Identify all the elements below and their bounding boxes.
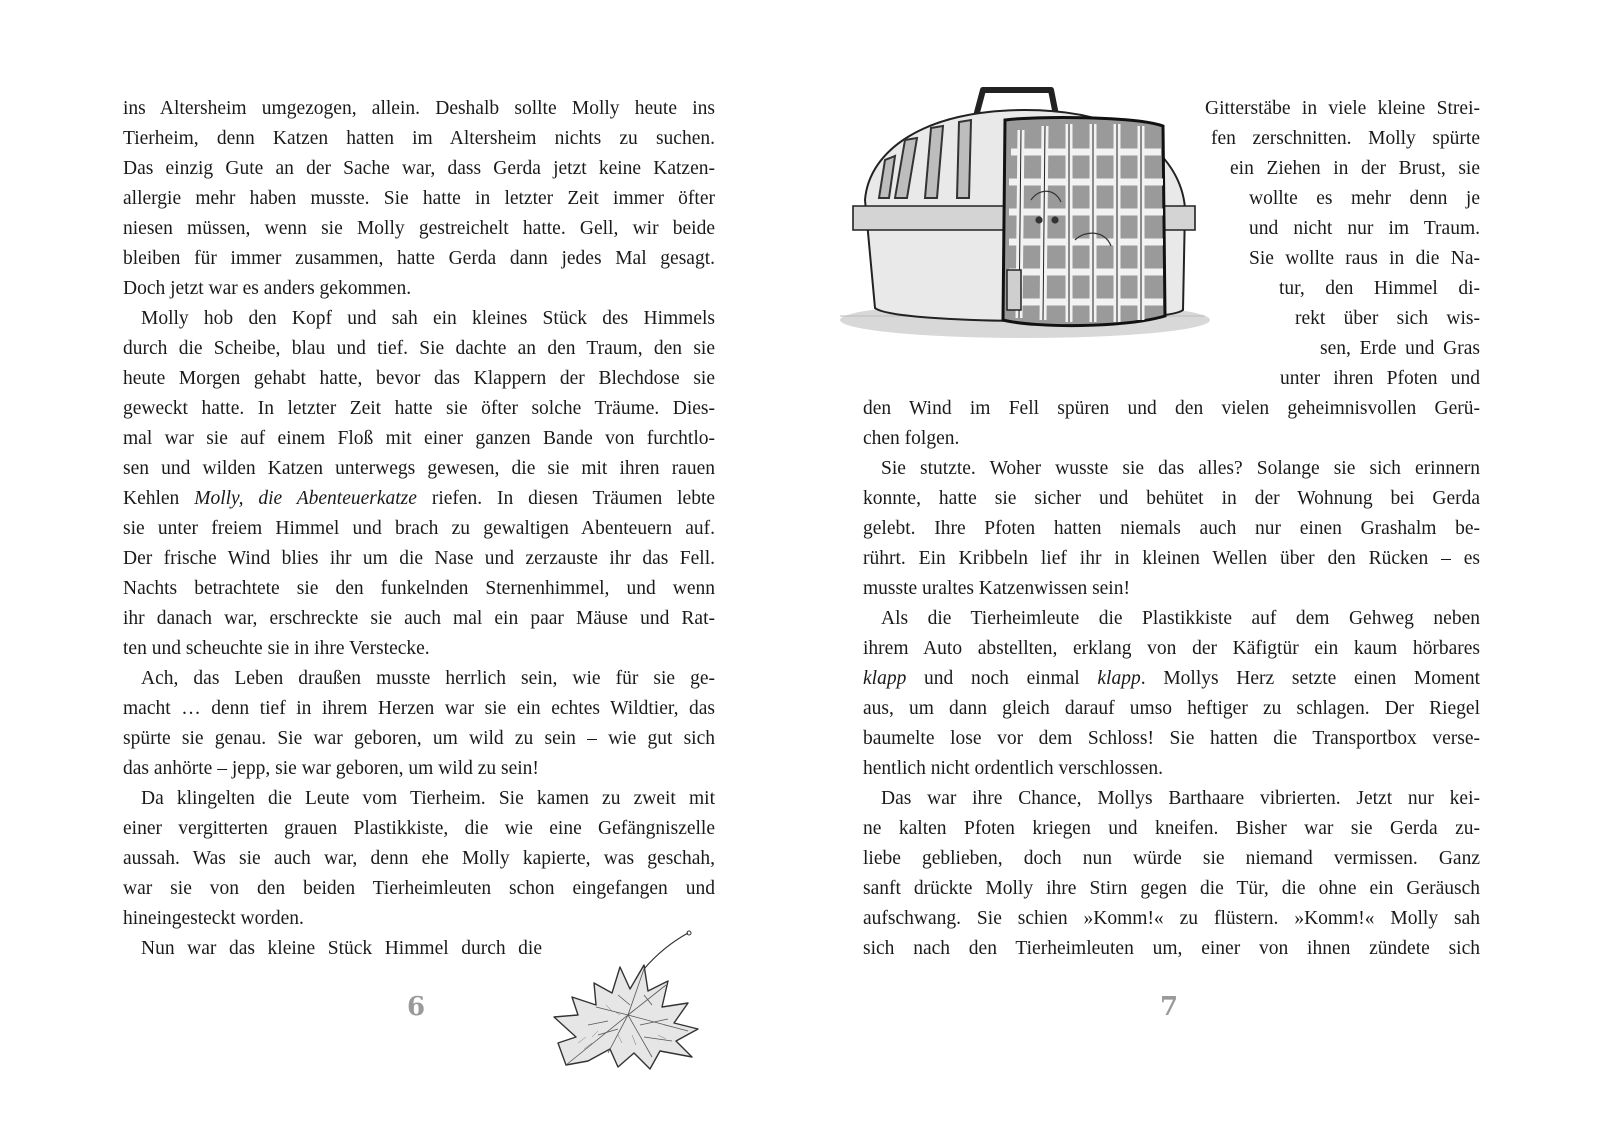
text-segment: und noch einmal bbox=[924, 668, 1080, 689]
text-line: geweckt hatte. In letzter Zeit hatte sie öfter solche Träume. Dies- bbox=[123, 398, 715, 419]
text-line: ne kalten Pfoten kriegen und kneifen. Bisher war sie Gerda zu- bbox=[863, 818, 1480, 839]
text-line: chen folgen. bbox=[863, 428, 960, 449]
text-line: rekt über sich wis- bbox=[1295, 308, 1480, 329]
text-line: musste uraltes Katzenwissen sein! bbox=[863, 578, 1130, 599]
text-line: aufschwang. Sie schien »Komm!« zu flüstern. »Komm!« Molly sah bbox=[863, 908, 1480, 929]
pet-carrier-illustration bbox=[835, 80, 1215, 350]
text-line: hineingesteckt worden. bbox=[123, 908, 304, 929]
text-line: das anhörte – jepp, sie war geboren, um wild zu sein! bbox=[123, 758, 539, 779]
text-line: baumelte lose vor dem Schloss! Sie hatten die Transportbox verse- bbox=[863, 728, 1480, 749]
text-line: hentlich nicht ordentlich verschlossen. bbox=[863, 758, 1164, 779]
text-line: den Wind im Fell spüren und den vielen geheimnisvollen Gerü- bbox=[863, 398, 1480, 419]
text-line: liebe geblieben, doch nun würde sie niemand vermissen. Ganz bbox=[863, 848, 1480, 869]
text-line: sen, Erde und Gras bbox=[1320, 338, 1480, 359]
text-line: wollte es mehr denn je bbox=[1249, 188, 1480, 209]
text-line: ein Ziehen in der Brust, sie bbox=[1230, 158, 1480, 179]
text-line: Das war ihre Chance, Mollys Barthaare vibrierten. Jetzt nur kei- bbox=[881, 788, 1480, 809]
text-line: Ach, das Leben draußen musste herrlich sein, wie für sie ge- bbox=[141, 668, 715, 689]
text-line: aus, um dann gleich darauf umso heftiger zu schlagen. Der Riegel bbox=[863, 698, 1480, 719]
italic-word: klapp bbox=[1097, 668, 1141, 689]
text-line bbox=[123, 484, 715, 514]
text-line: sen und wilden Katzen unterwegs gewesen, die sie mit ihren rauen bbox=[123, 458, 715, 479]
text-line: Der frische Wind blies ihr um die Nase und zerzauste ihr das Fell. bbox=[123, 548, 715, 569]
text-line: Als die Tierheimleute die Plastikkiste auf dem Gehweg neben bbox=[881, 608, 1480, 629]
page-number: 6 bbox=[407, 992, 426, 1022]
text-line: niesen müssen, wenn sie Molly gestreichelt hatte. Gell, wir beide bbox=[123, 218, 715, 239]
text-line: Nachts betrachtete sie den funkelnden Sternenhimmel, und wenn bbox=[123, 578, 715, 599]
text-line: allergie mehr haben musste. Sie hatte in letzter Zeit immer öfter bbox=[123, 188, 715, 209]
text-line: gelebt. Ihre Pfoten hatten niemals auch nur einen Grashalm be- bbox=[863, 518, 1480, 539]
text-line: ten und scheuchte sie in ihre Verstecke. bbox=[123, 638, 430, 659]
text-line: unter ihren Pfoten und bbox=[1280, 368, 1480, 389]
text-line: Sie stutzte. Woher wusste sie das alles? Solange sie sich erinnern bbox=[881, 458, 1480, 479]
text-line: sanft drückte Molly ihre Stirn gegen die Tür, die ohne ein Geräusch bbox=[863, 878, 1480, 899]
text-line: sie unter freiem Himmel und brach zu gewaltigen Abenteuern auf. bbox=[123, 518, 715, 539]
text-line: heute Morgen gehabt hatte, bevor das Klappern der Blechdose sie bbox=[123, 368, 715, 389]
text-line: rührt. Ein Kribbeln lief ihr in kleinen Wellen über den Rücken – es bbox=[863, 548, 1480, 569]
text-line: und nicht nur im Traum. bbox=[1249, 218, 1480, 239]
text-line: ihr danach war, erschreckte sie auch mal ein paar Mäuse und Rat- bbox=[123, 608, 715, 629]
text-line: war sie von den beiden Tierheimleuten schon eingefangen und bbox=[123, 878, 715, 899]
text-line: tur, den Himmel di- bbox=[1279, 278, 1480, 299]
text-segment: Kehlen bbox=[123, 488, 180, 509]
text-line: Gitterstäbe in viele kleine Strei- bbox=[1205, 98, 1480, 119]
text-line: ins Altersheim umgezogen, allein. Deshalb sollte Molly heute ins bbox=[123, 98, 715, 119]
text-line: macht … denn tief in ihrem Herzen war sie ein echtes Wildtier, das bbox=[123, 698, 715, 719]
text-line: ihrem Auto abstellten, erklang von der Käfigtür ein kaum hörbares bbox=[863, 638, 1480, 659]
text-line bbox=[863, 664, 1480, 694]
text-line: Nun war das kleine Stück Himmel durch die bbox=[141, 938, 542, 959]
text-line: Molly hob den Kopf und sah ein kleines Stück des Himmels bbox=[141, 308, 715, 329]
page-number: 7 bbox=[1160, 992, 1179, 1022]
italic-word: klapp bbox=[863, 668, 907, 689]
text-line: mal war sie auf einem Floß mit einer ganzen Bande von furchtlo- bbox=[123, 428, 715, 449]
text-line: aussah. Was sie auch war, denn ehe Molly kapierte, was geschah, bbox=[123, 848, 715, 869]
text-line: Da klingelten die Leute vom Tierheim. Sie kamen zu zweit mit bbox=[141, 788, 715, 809]
text-line: konnte, hatte sie sicher und behütet in der Wohnung bei Gerda bbox=[863, 488, 1480, 509]
text-line: einer vergitterten grauen Plastikkiste, die wie eine Gefängniszelle bbox=[123, 818, 715, 839]
text-segment: . Mollys Herz setzte einen Moment bbox=[1140, 668, 1481, 689]
text-line: fen zerschnitten. Molly spürte bbox=[1211, 128, 1480, 149]
text-line: Doch jetzt war es anders gekommen. bbox=[123, 278, 412, 299]
text-line: spürte sie genau. Sie war geboren, um wild zu sein – wie gut sich bbox=[123, 728, 715, 749]
text-line: Tierheim, denn Katzen hatten im Altersheim nichts zu suchen. bbox=[123, 128, 715, 149]
text-line: durch die Scheibe, blau und tief. Sie dachte an den Traum, den sie bbox=[123, 338, 715, 359]
italic-title: Molly, die Abenteuerkatze bbox=[194, 488, 417, 509]
text-line: Sie wollte raus in die Na- bbox=[1249, 248, 1480, 269]
maple-leaf-illustration bbox=[548, 925, 718, 1070]
text-segment: riefen. In diesen Träumen lebte bbox=[431, 488, 716, 509]
text-line: bleiben für immer zusammen, hatte Gerda dann jedes Mal gesagt. bbox=[123, 248, 715, 269]
text-line: Das einzig Gute an der Sache war, dass Gerda jetzt keine Katzen- bbox=[123, 158, 715, 179]
text-line: sich nach den Tierheimleuten um, einer von ihnen zündete sich bbox=[863, 938, 1480, 959]
